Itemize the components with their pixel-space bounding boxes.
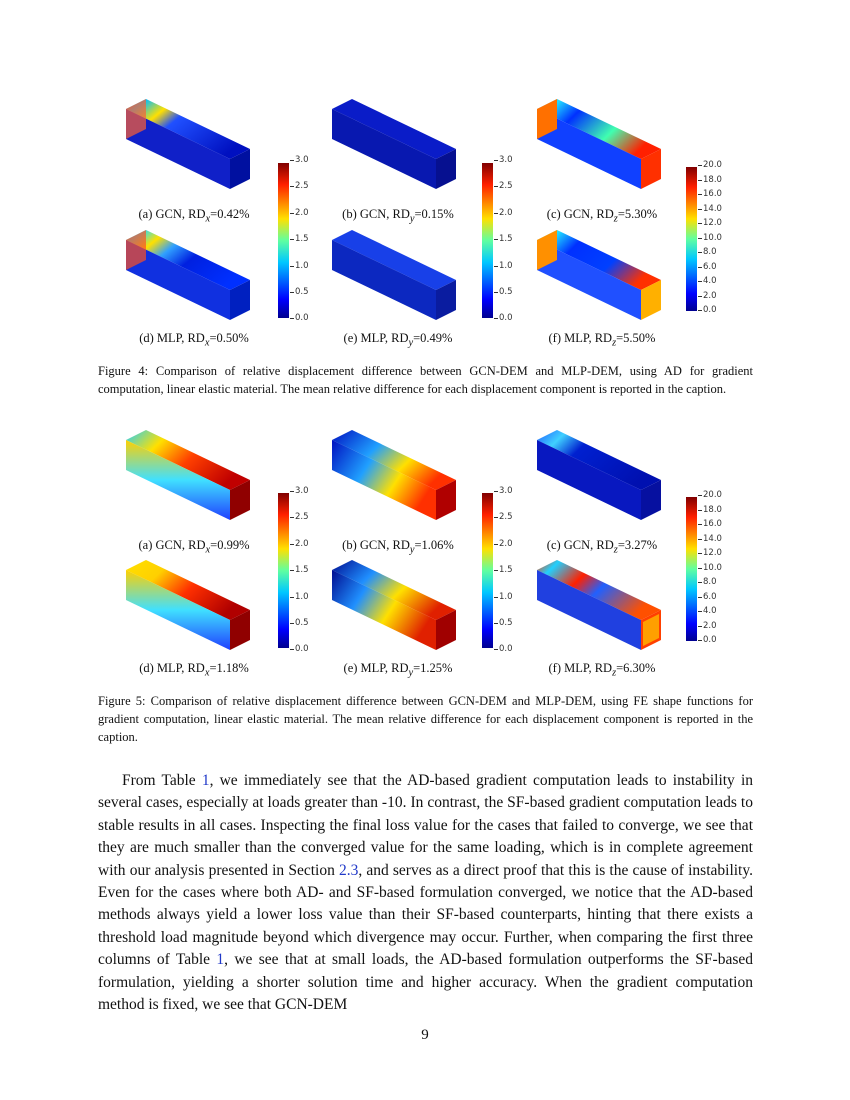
fig5-caption-c: (c) GCN, $RD_z=3.27\%$: [546, 538, 658, 556]
fig5-colorbar-mid: [482, 493, 493, 648]
fig4-caption-c: (c) GCN, $RD_z=5.30\%$: [546, 207, 658, 225]
fig4-panel-e: [328, 228, 468, 323]
fig4-panel-c: [533, 97, 673, 192]
fig4-panel-a: [122, 97, 262, 192]
fig5-caption-e: (e) MLP, $RD_y=1.25\%$: [343, 661, 453, 679]
fig4-panel-d: [122, 228, 262, 323]
paragraph: From Table 1, we immediately see that the AD-based gradient computation leads to instability in several cases, especially at loads greater than -10. In contrast, the SF-based gradient computation leads to stable results in all cases. Inspecting the final loss value for the cases that failed to converge, we see that they are much smaller than the converged value for the same loading, which is in complete agreement with our analysis presented in Section 2.3, and serves as a direct proof that this is the cause of instability. Even for the cases where both AD- and SF-based formulation converged, we notice that the AD-based methods always yield a lower loss value than their SF-based counterparts, hinting that there exists a threshold load magnitude beyond which divergence may occur. Further, when comparing the first three columns of Table 1, we see that at small loads, the AD-based formulation outperforms the SF-based formulation, yielding a shorter solution time and higher accuracy. When the gradient computation method is fixed, we see that GCN-DEM: [98, 772, 754, 1014]
fig5-panel-d: [122, 558, 262, 653]
fig5-caption-b: (b) GCN, $RD_y=1.06\%$: [342, 538, 454, 556]
fig5-panel-a: [122, 428, 262, 523]
fig5-panel-b: [328, 428, 468, 523]
fig5-panel-e: [328, 558, 468, 653]
fig4-panel-b: [328, 97, 468, 192]
fig4-caption-f: (f) MLP, $RD_z=5.50\%$: [548, 331, 656, 349]
fig4-caption: Figure 4: Comparison of relative displacement difference between GCN-DEM and MLP-DEM, using AD for gradient computation, linear elastic material. The mean relative difference for each displacement component is reported in the caption.: [98, 364, 753, 396]
fig4-caption-b: (b) GCN, $RD_y=0.15\%$: [342, 207, 454, 225]
body-text: [98, 770, 753, 1016]
fig4-caption-a: (a) GCN, $RD_x=0.42\%$: [138, 207, 250, 225]
fig4-colorbar-left: [278, 163, 289, 318]
fig5-caption: Figure 5: Comparison of relative displacement difference between GCN-DEM and MLP-DEM, using FE shape functions for gradient computation, linear elastic material. The mean relative difference for each displacement component is reported in the caption.: [98, 694, 753, 744]
fig5-caption-f: (f) MLP, $RD_z=6.30\%$: [548, 661, 656, 679]
fig5-colorbar-left: [278, 493, 289, 648]
fig4-panel-f: [533, 228, 673, 323]
fig4-caption-d: (d) MLP, $RD_x=0.50\%$: [139, 331, 249, 349]
fig5-caption-d: (d) MLP, $RD_x=1.18\%$: [139, 661, 249, 679]
fig5-colorbar-right: [686, 497, 697, 641]
table-reference-link[interactable]: 1: [216, 951, 225, 969]
fig5-panel-c: [533, 428, 673, 523]
fig5-panel-f: [533, 558, 673, 653]
fig4-colorbar-right: [686, 167, 697, 311]
section-reference-link[interactable]: 2.3: [338, 861, 359, 879]
table-reference-link[interactable]: 1: [201, 772, 210, 789]
fig4-caption-e: (e) MLP, $RD_y=0.49\%$: [343, 331, 453, 349]
fig4-colorbar-mid: [482, 163, 493, 318]
page-number: 9: [421, 1027, 429, 1043]
fig5-caption-a: (a) GCN, $RD_x=0.99\%$: [138, 538, 250, 556]
